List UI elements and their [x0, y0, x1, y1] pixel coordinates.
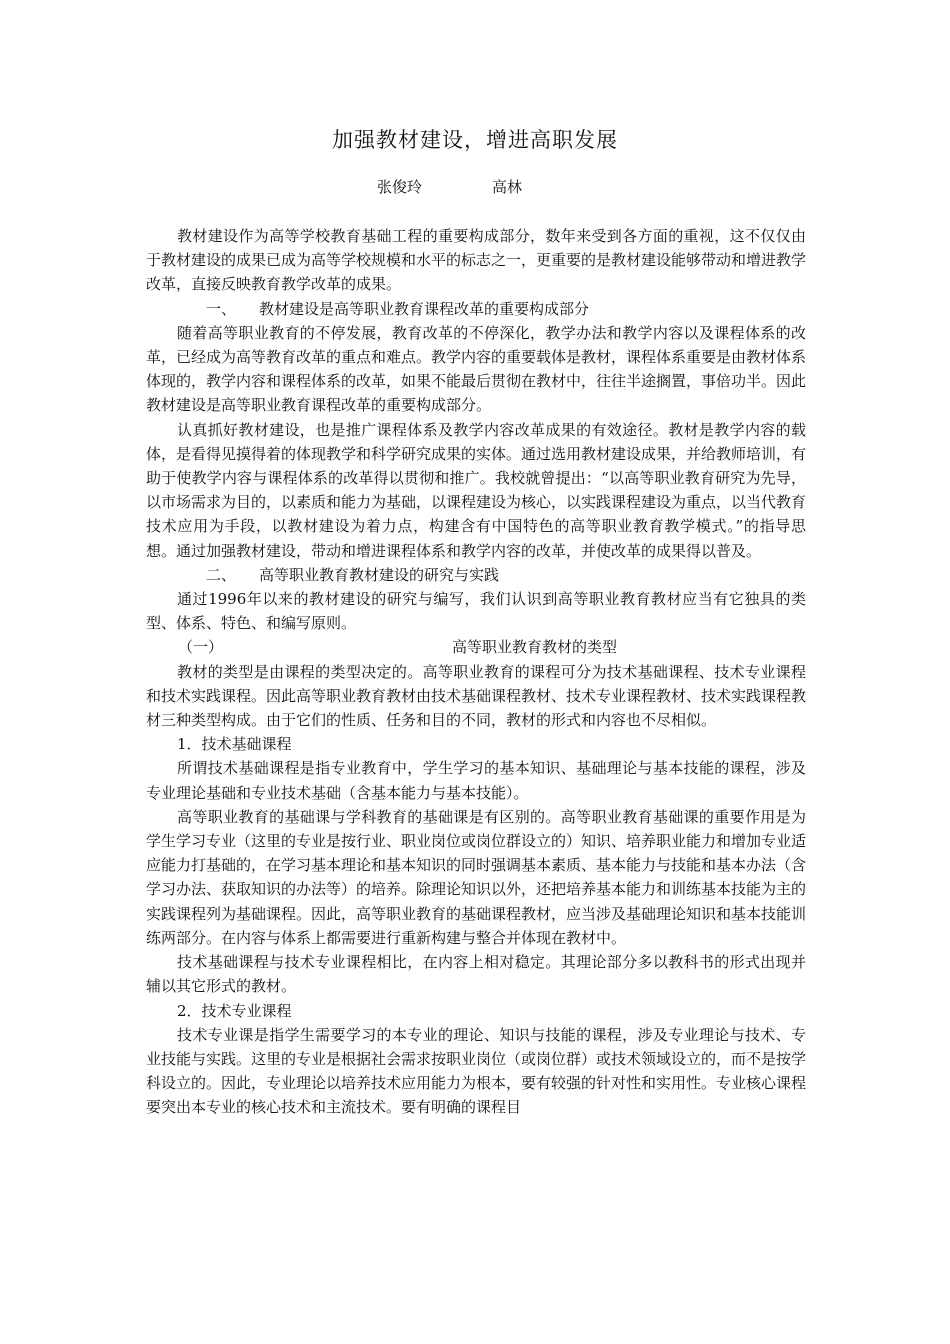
paragraph: 技术基础课程与技术专业课程相比，在内容上相对稳定。其理论部分多以教科书的形式出现并辅以其它形式的教材。 — [146, 953, 806, 996]
section-title: 高等职业教育教材建设的研究与实践 — [259, 565, 500, 584]
authors — [377, 176, 522, 197]
paragraph: 所谓技术基础课程是指专业教育中，学生学习的基本知识、基础理论与基本技能的课程，涉及专业理论基础和专业技术基础（含基本能力与基本技能）。 — [146, 759, 806, 802]
section-heading — [146, 563, 806, 587]
section-number: 二、 — [206, 565, 237, 584]
document-title: 加强教材建设，增进高职发展 — [332, 128, 618, 152]
paragraph: 通过1996年以来的教材建设的研究与编写，我们认识到高等职业教育教材应当有它独具的类型、体系、特色、和编写原则。 — [146, 590, 806, 633]
item-heading: 1．技术基础课程 — [177, 735, 292, 754]
paragraph: 随着高等职业教育的不停发展，教育改革的不停深化，教学办法和教学内容以及课程体系的改革，已经成为高等教育改革的重点和难点。教学内容的重要载体是教材，课程体系重要是由教材体系体现的，教学内容和课程体系的改革，如果不能最后贯彻在教材中，往往半途搁置，事倍功半。因此教材建设是高等职业教育课程改革的重要构成部分。 — [146, 323, 807, 415]
section-heading — [146, 297, 806, 321]
author-name: 高林 — [492, 178, 523, 196]
subsection-heading — [146, 635, 806, 659]
section-title: 教材建设是高等职业教育课程改革的重要构成部分 — [259, 299, 590, 318]
subsection-title: 高等职业教育教材的类型 — [452, 638, 618, 657]
paragraph: 教材建设作为高等学校教育基础工程的重要构成部分，数年来受到各方面的重视，这不仅仅由于教材建设的成果已成为高等学校规模和水平的标志之一，更重要的是教材建设能够带动和增进教学改革，直接反映教育教学改革的成果。 — [146, 227, 807, 294]
subsection-number: （一） — [178, 638, 224, 657]
section-number: 一、 — [206, 299, 237, 318]
paragraph: 高等职业教育的基础课与学科教育的基础课是有区别的。高等职业教育基础课的重要作用是为学生学习专业（这里的专业是按行业、职业岗位或岗位群设立的）知识、培养职业能力和增加专业适应能力打基础的，在学习基本理论和基本知识的同时强调基本素质、基本能力与技能和基本办法（含学习办法、获取知识的办法等）的培养。除理论知识以外，还把培养基本能力和训练基本技能为主的实践课程列为基础课程。因此，高等职业教育的基础课程教材，应当涉及基础理论知识和基本技能训练两部分。在内容与体系上都需要进行重新构建与整合并体现在教材中。 — [146, 807, 807, 947]
author-name: 张俊玲 — [377, 178, 423, 196]
paragraph: 教材的类型是由课程的类型决定的。高等职业教育的课程可分为技术基础课程、技术专业课程和技术实践课程。因此高等职业教育教材由技术基础课程教材、技术专业课程教材、技术实践课程教材三种类型构成。由于它们的性质、任务和目的不同，教材的形式和内容也不尽相似。 — [146, 662, 807, 730]
paragraph: 技术专业课是指学生需要学习的本专业的理论、知识与技能的课程，涉及专业理论与技术、专业技能与实践。这里的专业是根据社会需求按职业岗位（或岗位群）或技术领域设立的，而不是按学科设立的。因此，专业理论以培养技术应用能力为根本，要有较强的针对性和实用性。专业核心课程要突出本专业的核心技术和主流技术。要有明确的课程目 — [146, 1025, 807, 1117]
paragraph: 认真抓好教材建设，也是推广课程体系及教学内容改革成果的有效途径。教材是教学内容的载体，是看得见摸得着的体现教学和科学研究成果的实体。通过选用教材建设成果，并给教师培训，有助于使教学内容与课程体系的改革得以贯彻和推广。我校就曾提出：“以高等职业教育研究为先导，以市场需求为目的，以素质和能力为基础，以课程建设为核心，以实践课程建设为重点，以当代教育技术应用为手段，以教材建设为着力点，构建含有中国特色的高等职业教育教学模式。”的指导思想。通过加强教材建设，带动和增进课程体系和教学内容的改革，并使改革的成果得以普及。 — [146, 420, 807, 560]
item-heading: 2．技术专业课程 — [177, 1001, 292, 1020]
document-body — [146, 224, 806, 1120]
